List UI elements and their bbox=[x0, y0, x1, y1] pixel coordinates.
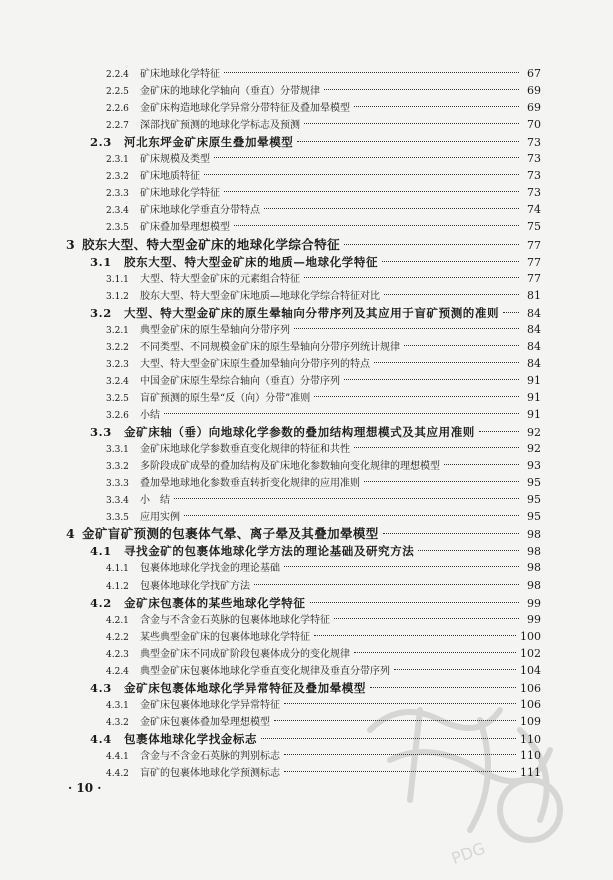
toc-entry-page: 98 bbox=[527, 545, 541, 559]
toc-leader-dots bbox=[304, 123, 519, 124]
toc-entry-title: 含金与不含金石英脉的包裹体地球化学特征 bbox=[140, 614, 330, 626]
toc-entry-page: 69 bbox=[527, 84, 541, 98]
toc-entry-page: 102 bbox=[520, 646, 541, 660]
toc-entry-title: 寻找金矿的包裹体地球化学方法的理论基础及研究方法 bbox=[124, 544, 415, 559]
toc-entry-number: 4.3.1 bbox=[106, 700, 129, 711]
toc-entry-page: 73 bbox=[527, 169, 541, 183]
toc-entry-title: 典型金矿床不同成矿阶段包裹体成分的变化规律 bbox=[140, 648, 350, 660]
toc-entry-number: 3.2.2 bbox=[106, 342, 129, 353]
toc-entry-number: 4.2.2 bbox=[106, 632, 129, 643]
toc-entry-page: 75 bbox=[527, 220, 541, 234]
toc-entry bbox=[106, 65, 541, 83]
toc-entry-page: 100 bbox=[520, 629, 541, 643]
toc-entry-page: 84 bbox=[527, 306, 541, 320]
toc-entry bbox=[90, 133, 541, 151]
toc-entry bbox=[90, 594, 541, 612]
toc-entry-title: 不同类型、不同规模金矿床的原生晕轴向分带序列统计规律 bbox=[140, 341, 400, 353]
toc-entry-number: 4.4.1 bbox=[106, 752, 129, 762]
toc-entry-number: 4.1.2 bbox=[106, 581, 129, 592]
toc-entry bbox=[106, 611, 541, 629]
toc-entry-page: 110 bbox=[520, 749, 541, 762]
toc-entry-title: 深部找矿预测的地球化学标志及预测 bbox=[140, 120, 300, 132]
toc-entry-number: 3.2 bbox=[90, 305, 112, 320]
toc-leader-dots bbox=[324, 89, 519, 90]
toc-entry-title: 矿床地球化学垂直分带特点 bbox=[140, 205, 260, 217]
toc-leader-dots bbox=[184, 515, 519, 516]
toc-entry-number: 3.2.6 bbox=[106, 411, 129, 421]
toc-leader-dots bbox=[297, 141, 519, 142]
toc-entry-title: 多阶段成矿成晕的叠加结构及矿床地化参数轴向变化规律的理想模型 bbox=[140, 461, 440, 473]
toc-entry-number: 3.3.2 bbox=[106, 462, 129, 473]
toc-entry-title: 矿床地球化学特征 bbox=[140, 188, 220, 200]
toc-entry-number: 2.3.3 bbox=[106, 189, 129, 200]
toc-leader-dots bbox=[224, 72, 519, 73]
toc-entry-title: 金矿床轴（垂）向地球化学参数的叠加结构理想模式及其应用准则 bbox=[124, 425, 475, 440]
toc-entry-title: 典型金矿床的原生晕轴向分带序列 bbox=[140, 324, 290, 336]
toc-leader-dots bbox=[344, 244, 519, 245]
toc-entry-title: 典型金矿床包裹体地球化学垂直变化规律及垂直分带序列 bbox=[140, 665, 390, 677]
toc-entry-page: 73 bbox=[527, 136, 541, 150]
toc-leader-dots bbox=[314, 396, 519, 397]
toc-entry-page: 67 bbox=[527, 67, 541, 80]
toc-entry bbox=[106, 474, 541, 492]
toc-leader-dots bbox=[174, 498, 519, 499]
toc-entry bbox=[106, 372, 541, 390]
toc-entry bbox=[106, 116, 541, 134]
toc-entry-title: 金矿床包裹体地球化学异常特征及叠加晕模型 bbox=[124, 680, 366, 695]
toc-leader-dots bbox=[164, 413, 519, 414]
toc-entry-page: 84 bbox=[527, 322, 541, 336]
toc-entry bbox=[106, 184, 541, 202]
toc-entry-page: 98 bbox=[527, 528, 541, 542]
toc-entry-page: 69 bbox=[527, 101, 541, 115]
toc-entry bbox=[106, 628, 541, 646]
toc-entry-number: 4.3.2 bbox=[106, 717, 129, 728]
toc-entry-number: 3.2.4 bbox=[106, 376, 129, 387]
toc-entry-title: 应用实例 bbox=[140, 512, 180, 524]
toc-entry bbox=[106, 201, 541, 219]
toc-entry-number: 4.2.4 bbox=[106, 666, 129, 677]
toc-entry-number: 4.2.1 bbox=[106, 615, 129, 626]
toc-entry-number: 4.2.3 bbox=[106, 649, 129, 660]
toc-entry-title: 小 结 bbox=[140, 495, 170, 507]
watermark-text: PDG bbox=[448, 838, 488, 869]
toc-entry-title: 胶东大型、特大型金矿床的地球化学综合特征 bbox=[82, 236, 341, 252]
toc-entry-number: 3.3 bbox=[90, 425, 112, 440]
toc-entry-number: 2.3.4 bbox=[106, 206, 129, 217]
toc-entry bbox=[106, 440, 541, 458]
toc-leader-dots bbox=[364, 481, 519, 482]
toc-entry-page: 84 bbox=[527, 356, 541, 370]
toc-entry bbox=[106, 338, 541, 356]
toc-leader-dots bbox=[234, 225, 519, 226]
toc-leader-dots bbox=[334, 618, 519, 619]
toc-entry bbox=[106, 508, 541, 526]
toc-entry-number: 2.3.5 bbox=[106, 223, 129, 234]
toc-entry bbox=[106, 99, 541, 117]
toc-leader-dots bbox=[354, 652, 516, 653]
toc-entry-page: 111 bbox=[520, 766, 541, 780]
toc-entry bbox=[106, 457, 541, 475]
toc-leader-dots bbox=[284, 566, 519, 567]
toc-entry-number: 2.2.7 bbox=[106, 121, 129, 132]
toc-leader-dots bbox=[444, 464, 519, 465]
toc-entry-number: 4 bbox=[66, 526, 76, 542]
toc-leader-dots bbox=[264, 208, 519, 209]
toc-entry-page: 98 bbox=[527, 578, 541, 592]
toc-entry bbox=[106, 321, 541, 339]
toc-entry-number: 3.1.1 bbox=[106, 274, 129, 285]
toc-leader-dots bbox=[214, 157, 519, 158]
toc-entry bbox=[106, 167, 541, 185]
toc-entry-title: 矿床叠加晕理想模型 bbox=[140, 222, 230, 234]
toc-entry-page: 99 bbox=[527, 596, 541, 610]
toc-entry bbox=[106, 82, 541, 100]
toc-leader-dots bbox=[404, 345, 519, 346]
toc-entry bbox=[106, 406, 541, 424]
toc-entry bbox=[106, 150, 541, 168]
toc-entry-title: 中国金矿床原生晕综合轴向（垂直）分带序列 bbox=[140, 375, 340, 387]
toc-leader-dots bbox=[374, 362, 519, 363]
toc-entry-title: 河北东坪金矿床原生叠加晕模型 bbox=[124, 135, 294, 150]
toc-entry-page: 99 bbox=[527, 612, 541, 626]
toc-entry-title: 包裹体地球化学找金标志 bbox=[124, 731, 258, 746]
toc-entry-number: 4.3 bbox=[90, 680, 112, 695]
toc-entry-page: 74 bbox=[527, 203, 541, 217]
toc-leader-dots bbox=[382, 261, 519, 262]
toc-entry-title: 大型、特大型金矿床的原生晕轴向分带序列及其应用于盲矿预测的准则 bbox=[124, 305, 500, 320]
toc-entry-title: 金矿床构造地球化学异常分带特征及叠加晕模型 bbox=[140, 103, 350, 115]
toc-leader-dots bbox=[204, 174, 519, 175]
toc-entry bbox=[106, 270, 541, 288]
toc-leader-dots bbox=[354, 106, 519, 107]
toc-leader-dots bbox=[394, 669, 516, 670]
toc-leader-dots bbox=[370, 687, 516, 688]
toc-entry-number: 4.1 bbox=[90, 544, 112, 559]
toc-entry-page: 106 bbox=[520, 681, 541, 695]
toc-entry bbox=[106, 645, 541, 663]
toc-entry-number: 3.2.5 bbox=[106, 393, 129, 404]
toc-entry-number: 2.2.5 bbox=[106, 87, 129, 98]
toc-leader-dots bbox=[418, 550, 519, 551]
toc-entry-title: 盲矿预测的原生晕“反（向）分带”准则 bbox=[140, 392, 311, 404]
toc-entry-title: 金矿盲矿预测的包裹体气晕、离子晕及其叠加晕模型 bbox=[82, 526, 379, 542]
toc-entry-number: 3.3.5 bbox=[106, 513, 129, 524]
toc-entry bbox=[106, 218, 541, 236]
page-number: · 10 · bbox=[68, 781, 102, 795]
toc-entry-title: 包裹体地球化学找矿方法 bbox=[140, 580, 250, 592]
toc-entry-title: 胶东大型、特大型金矿床地质—地球化学综合特征对比 bbox=[140, 290, 380, 302]
toc-entry-number: 2.3.1 bbox=[106, 155, 129, 166]
toc-entry-page: 70 bbox=[527, 118, 541, 132]
toc-entry-page: 109 bbox=[520, 714, 541, 728]
toc-entry-title: 含金与不含金石英脉的判别标志 bbox=[140, 751, 280, 762]
toc-entry-page: 77 bbox=[527, 255, 541, 269]
toc-entry-page: 92 bbox=[527, 426, 541, 440]
toc-entry-title: 金矿床包裹体叠加晕理想模型 bbox=[140, 716, 270, 728]
toc-entry-number: 2.2.6 bbox=[106, 104, 129, 115]
toc-leader-dots bbox=[383, 533, 519, 534]
toc-entry-page: 95 bbox=[527, 476, 541, 490]
toc-entry-title: 大型、特大型金矿床的元素组合特征 bbox=[140, 273, 300, 285]
toc-entry-title: 金矿床包裹体的某些地球化学特征 bbox=[124, 595, 306, 610]
toc-entry bbox=[90, 253, 541, 271]
toc-entry-title: 金矿床包裹体地球化学异常特征 bbox=[140, 699, 280, 711]
toc-entry-number: 4.1.1 bbox=[106, 564, 129, 575]
toc-entry-number: 3.2.1 bbox=[106, 325, 129, 336]
toc-entry bbox=[66, 236, 541, 254]
toc-entry-page: 84 bbox=[527, 339, 541, 353]
toc-entry-number: 2.3.2 bbox=[106, 172, 129, 183]
toc-entry-page: 93 bbox=[527, 459, 541, 473]
toc-entry-number: 3.3.4 bbox=[106, 496, 129, 507]
toc-entry-title: 大型、特大型金矿床原生叠加晕轴向分带序列的特点 bbox=[140, 358, 370, 370]
toc-entry-page: 110 bbox=[520, 732, 541, 746]
toc-leader-dots bbox=[344, 379, 519, 380]
toc-entry-page: 92 bbox=[527, 442, 541, 456]
toc-entry-number: 3.2.3 bbox=[106, 359, 129, 370]
toc-entry-number: 3.3.3 bbox=[106, 479, 129, 490]
toc-entry-page: 98 bbox=[527, 561, 541, 575]
toc-leader-dots bbox=[354, 447, 519, 448]
toc-entry-title: 矿床地质特征 bbox=[140, 171, 200, 183]
toc-leader-dots bbox=[503, 312, 519, 313]
toc-entry-page: 73 bbox=[527, 152, 541, 166]
toc-entry bbox=[90, 423, 541, 441]
toc-entry-number: 4.2 bbox=[90, 595, 112, 610]
toc-entry-page: 77 bbox=[527, 271, 541, 285]
toc-entry-page: 104 bbox=[520, 663, 541, 677]
toc-entry-number: 3 bbox=[66, 236, 76, 252]
toc-leader-dots bbox=[254, 584, 519, 585]
watermark-stamp bbox=[330, 690, 600, 870]
toc-entry-number: 3.1.2 bbox=[106, 291, 129, 302]
toc-entry-page: 91 bbox=[527, 373, 541, 387]
toc-entry bbox=[106, 577, 541, 595]
toc-leader-dots bbox=[294, 328, 519, 329]
toc-entry-title: 某些典型金矿床的包裹体地球化学特征 bbox=[140, 631, 310, 643]
toc-entry bbox=[106, 662, 541, 680]
toc-entry bbox=[90, 304, 541, 322]
toc-entry-number: 3.1 bbox=[90, 254, 112, 269]
toc-entry-title: 矿床规模及类型 bbox=[140, 154, 210, 166]
toc-entry-title: 金矿床的地球化学轴向（垂直）分带规律 bbox=[140, 86, 320, 98]
toc-leader-dots bbox=[384, 294, 519, 295]
toc-entry-page: 91 bbox=[527, 390, 541, 404]
toc-entry-title: 矿床地球化学特征 bbox=[140, 69, 220, 80]
toc-entry-page: 106 bbox=[520, 697, 541, 711]
toc-entry bbox=[106, 287, 541, 305]
toc-entry-number: 3.3.1 bbox=[106, 445, 129, 456]
toc-entry-title: 小结 bbox=[140, 410, 160, 421]
toc-entry-page: 95 bbox=[527, 493, 541, 507]
toc-leader-dots bbox=[224, 191, 519, 192]
toc-entry-page: 73 bbox=[527, 186, 541, 200]
toc-entry-title: 包裹体地球化学找金的理论基础 bbox=[140, 563, 280, 575]
toc-entry-page: 95 bbox=[527, 510, 541, 524]
toc-leader-dots bbox=[310, 602, 520, 603]
toc-entry bbox=[106, 559, 541, 577]
toc-entry-number: 2.3 bbox=[90, 135, 112, 150]
toc-entry bbox=[106, 355, 541, 373]
toc-entry bbox=[106, 389, 541, 407]
toc-entry bbox=[66, 525, 541, 543]
toc-entry bbox=[106, 491, 541, 509]
toc-entry-page: 77 bbox=[527, 238, 541, 252]
toc-leader-dots bbox=[479, 431, 519, 432]
toc-entry-page: 81 bbox=[527, 288, 541, 302]
toc-entry bbox=[90, 542, 541, 560]
toc-entry-page: 91 bbox=[527, 408, 541, 421]
toc-leader-dots bbox=[314, 635, 516, 636]
toc-entry-number: 4.4 bbox=[90, 731, 112, 746]
toc-entry-number: 2.2.4 bbox=[106, 70, 129, 80]
toc-leader-dots bbox=[304, 277, 519, 278]
toc-entry-title: 盲矿的包裹体地球化学预测标志 bbox=[140, 768, 280, 780]
toc-entry-title: 金矿床地球化学参数垂直变化规律的特征和共性 bbox=[140, 444, 350, 456]
toc-entry-title: 叠加晕地球地化参数垂直转折变化规律的应用准则 bbox=[140, 478, 360, 490]
toc-entry-number: 4.4.2 bbox=[106, 769, 129, 780]
toc-entry-title: 胶东大型、特大型金矿床的地质—地球化学特征 bbox=[124, 254, 379, 269]
